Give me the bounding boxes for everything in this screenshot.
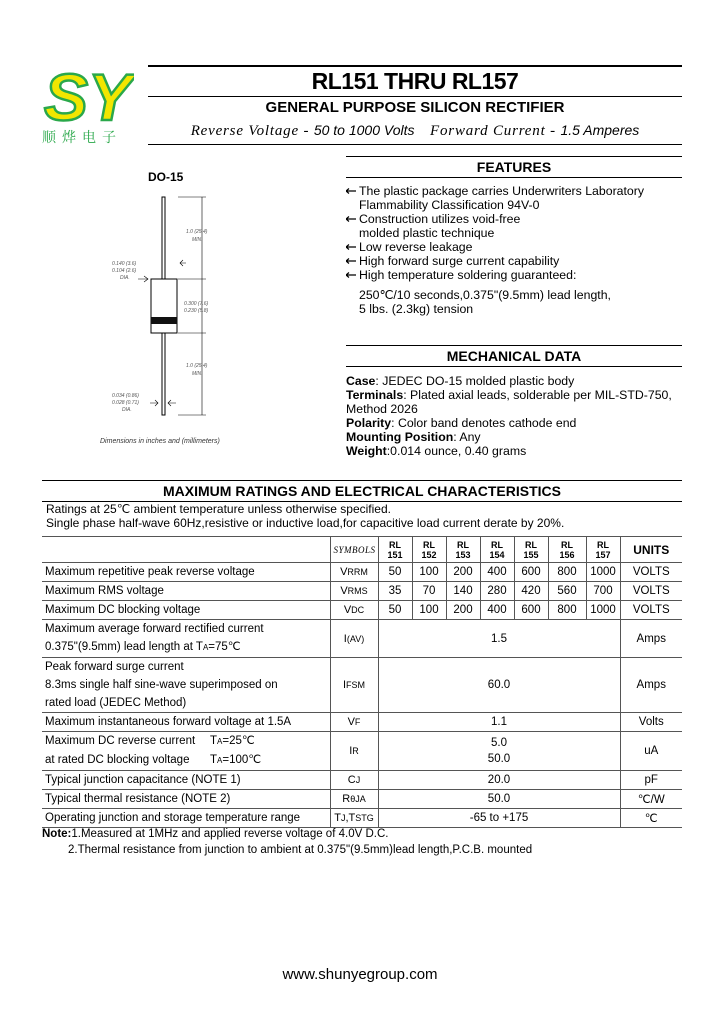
part-header: RL 157 [586, 537, 620, 563]
dim-lead-length: 1.0 (25.4) [186, 229, 208, 235]
feature-continuation: molded plastic technique [359, 226, 495, 240]
dim-lead2-length: 1.0 (25.4) [186, 363, 208, 369]
dim-body-len-min: 0.230 (5.8) [184, 308, 209, 314]
mechanical-heading: MECHANICAL DATA [346, 345, 682, 367]
arrow-bullet-icon [346, 272, 356, 278]
feature-item: Low reverse leakage [346, 240, 686, 254]
table-row-rja: Typical thermal resistance (NOTE 2) RθJA 50.0 ℃/W [42, 790, 682, 809]
voltage-current-line [148, 122, 682, 140]
mech-polarity: Polarity: Color band denotes cathode end [346, 416, 577, 430]
table-header-row [42, 537, 682, 563]
part-header: RL 152 [412, 537, 446, 563]
mech-case: Case: JEDEC DO-15 molded plastic body [346, 374, 575, 388]
table-row-ir: Maximum DC reverse current TA=25℃ at rated DC blocking voltage TA=100℃ IR 5.0 50.0 uA [42, 732, 682, 771]
arrow-bullet-icon [346, 188, 356, 194]
feature-item: Construction utilizes void-free [346, 212, 686, 226]
mech-terminals: Terminals: Plated axial leads, solderable per MIL-STD-750, [346, 388, 672, 402]
footnotes [42, 826, 532, 858]
header-rule [148, 144, 682, 145]
note-2: 2.Thermal resistance from junction to ambient at 0.375"(9.5mm)lead length,P.C.B. mounted [68, 844, 533, 856]
dim-lead-dia-max: 0.034 (0.86) [112, 393, 139, 399]
dim-body-len-max: 0.300 (7.6) [184, 301, 209, 307]
units-header: UNITS [620, 537, 682, 563]
mech-mounting: Mounting Position: Any [346, 430, 481, 444]
diagram-caption: Dimensions in inches and (millimeters) [100, 438, 220, 445]
part-header: RL 153 [446, 537, 480, 563]
feature-continuation: Flammability Classification 94V-0 [359, 198, 540, 212]
ratings-table [42, 536, 682, 828]
mech-weight: Weight:0.014 ounce, 0.40 grams [346, 444, 527, 458]
logo-chinese-text: 顺烨电子 [42, 130, 122, 146]
feature-item: High temperature soldering guaranteed: [346, 268, 686, 282]
footer-url[interactable]: www.shunyegroup.com [282, 966, 438, 983]
arrow-bullet-icon [346, 244, 356, 250]
dim-lead-length-min: MIN. [192, 237, 203, 243]
dim-lead-dia-min: 0.028 (0.71) [112, 400, 139, 406]
solder-spec-line: 5 lbs. (2.3kg) tension [359, 302, 474, 316]
note-1: Note:1.Measured at 1MHz and applied reverse voltage of 4.0V D.C. [42, 828, 389, 840]
solder-spec-line: 250℃/10 seconds,0.375"(9.5mm) lead length, [359, 288, 611, 302]
arrow-bullet-icon [346, 216, 356, 222]
part-header: RL 155 [514, 537, 548, 563]
ratings-notes: Ratings at 25℃ ambient temperature unless otherwise specified. Single phase half-wave 60Hz,resistive or inductive load,for capacitive load current derate by 20%. [46, 502, 565, 530]
page-title: RL151 THRU RL157 [311, 68, 519, 94]
max-ratings-heading: MAXIMUM RATINGS AND ELECTRICAL CHARACTERISTICS [42, 480, 682, 502]
svg-text:SY: SY [44, 62, 133, 128]
forward-current-value: 1.5 Amperes [560, 122, 640, 138]
part-header: RL 151 [378, 537, 412, 563]
mechanical-data [346, 374, 686, 458]
part-header: RL 156 [548, 537, 586, 563]
package-label: DO-15 [148, 170, 184, 184]
header-rule [148, 65, 682, 67]
features-list [346, 184, 686, 316]
dim-body-dia-min: 0.104 (2.6) [112, 268, 137, 274]
header-rule [148, 96, 682, 97]
dim-lead-dia-label: DIA. [122, 407, 132, 413]
table-row-tj: Operating junction and storage temperature range TJ,TSTG -65 to +175 ℃ [42, 809, 682, 828]
feature-item: High forward surge current capability [346, 254, 686, 268]
table-row-vrms: Maximum RMS voltage VRMS 35 70 140 280 420 560 700 VOLTS [42, 582, 682, 601]
dim-body-dia-label: DIA. [120, 275, 130, 281]
features-heading: FEATURES [346, 156, 682, 178]
dim-lead2-length-min: MIN. [192, 371, 203, 377]
table-row-ifsm: Peak forward surge current 8.3ms single half sine-wave superimposed on rated load (JEDEC Method) IFSM 60.0 Amps [42, 658, 682, 713]
package-diagram [100, 185, 250, 430]
mech-terminals-cont: Method 2026 [346, 402, 418, 416]
feature-item: The plastic package carries Underwriters Laboratory [346, 184, 686, 198]
table-row-iav: Maximum average forward rectified current 0.375"(9.5mm) lead length at TA=75℃ I(AV) 1.5 Amps [42, 620, 682, 658]
arrow-bullet-icon [346, 258, 356, 264]
table-row-cj: Typical junction capacitance (NOTE 1) CJ 20.0 pF [42, 771, 682, 790]
reverse-voltage-value: 50 to 1000 Volts [313, 122, 415, 138]
page-subtitle: GENERAL PURPOSE SILICON RECTIFIER [265, 99, 565, 116]
dim-body-dia-max: 0.140 (3.6) [112, 261, 137, 267]
table-row-vf: Maximum instantaneous forward voltage at 1.5A VF 1.1 Volts [42, 713, 682, 732]
param-header [42, 537, 330, 563]
table-row-vrrm: Maximum repetitive peak reverse voltage VRRM 50 100 200 400 600 800 1000 VOLTS [42, 563, 682, 582]
table-row-vdc: Maximum DC blocking voltage VDC 50 100 200 400 600 800 1000 VOLTS [42, 601, 682, 620]
reverse-voltage-label: Reverse Voltage - [190, 123, 314, 139]
symbols-header: SYMBOLS [330, 537, 378, 563]
part-header: RL 154 [480, 537, 514, 563]
forward-current-label: Forward Current - [430, 123, 561, 139]
